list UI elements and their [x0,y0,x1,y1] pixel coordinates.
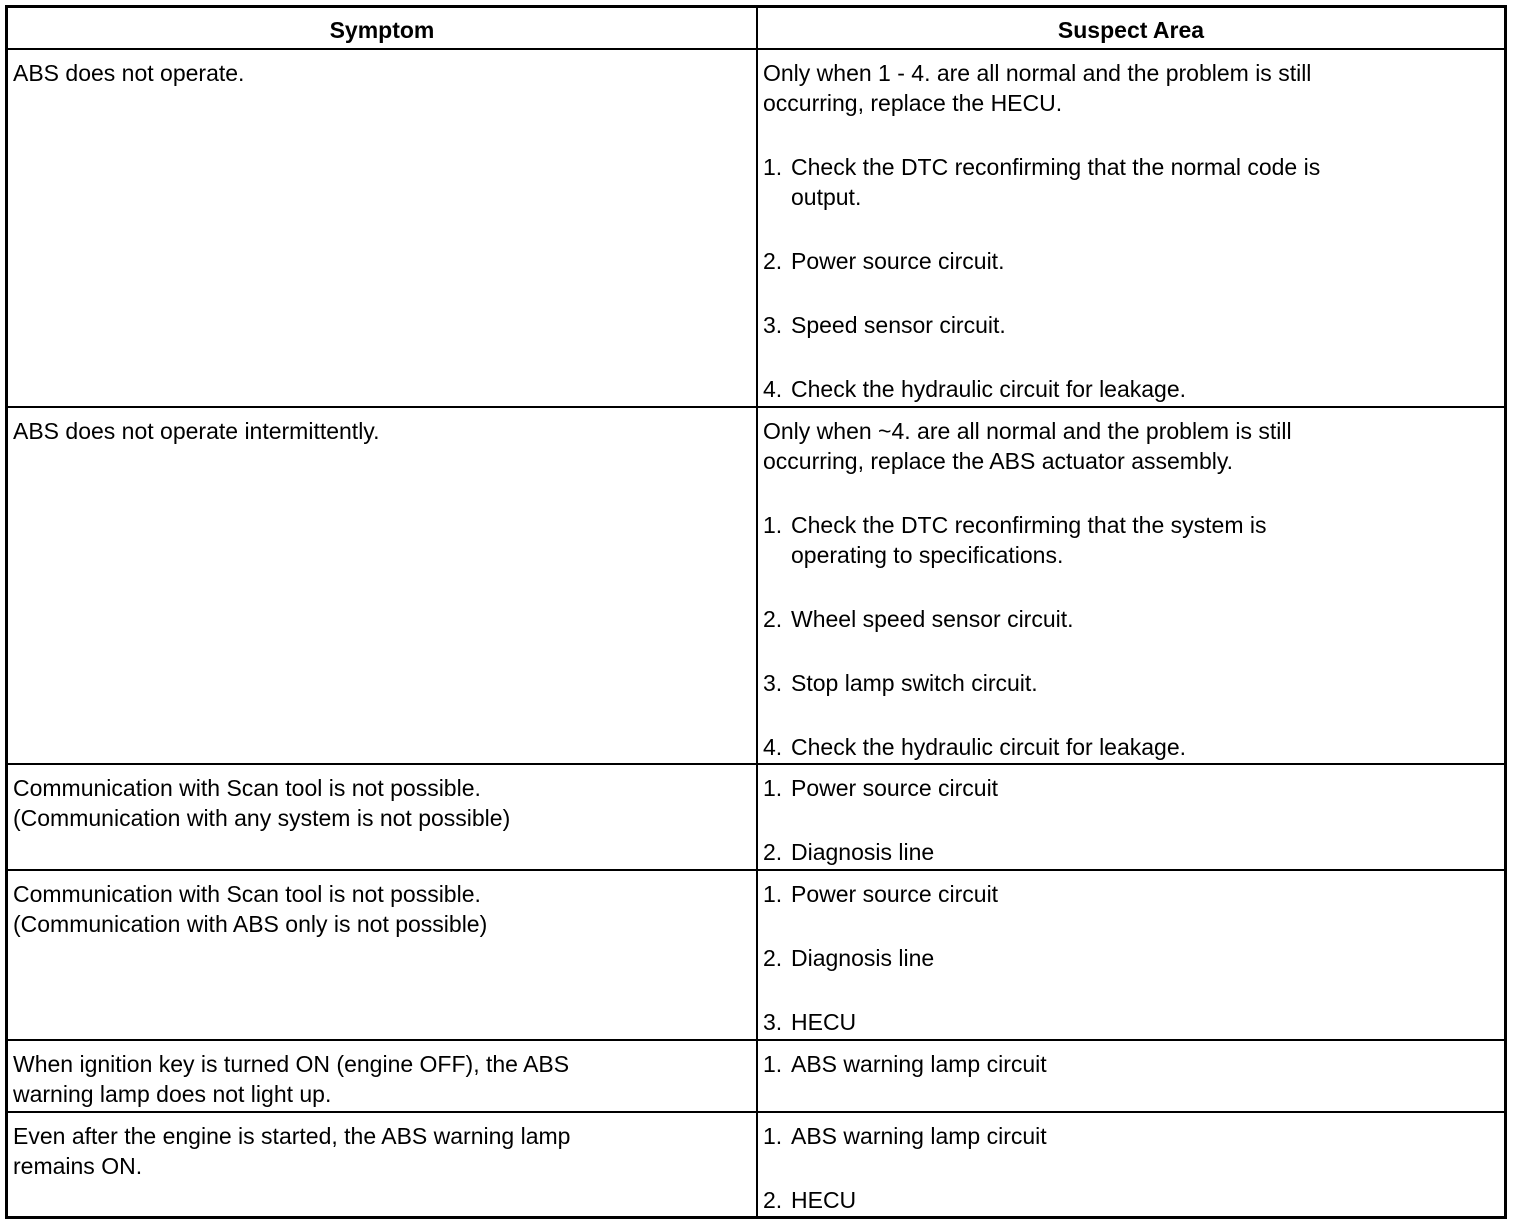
suspect-list-item [763,310,1494,340]
list-item-number: 1. [763,1123,783,1149]
symptom-text: (Communication with ABS only is not possible) [13,911,488,937]
list-item-number: 2. [763,945,783,971]
table-row [8,408,1504,765]
header-symptom: Symptom [8,8,758,48]
list-item-text: HECU [791,1187,857,1213]
symptom-cell [8,408,758,763]
symptom-cell [8,50,758,406]
suspect-list-item [763,773,1494,803]
list-item-text: ABS warning lamp circuit [791,1051,1047,1077]
table-row [8,1041,1504,1113]
suspect-list-item [763,374,1494,404]
symptom-cell [8,1041,758,1111]
symptom-text: When ignition key is turned ON (engine OFF), the ABS [13,1051,570,1077]
list-item-number: 3. [763,312,783,338]
suspect-area-cell [758,1041,1504,1111]
list-item-text: Check the hydraulic circuit for leakage. [791,376,1187,402]
suspect-intro-text: occurring, replace the ABS actuator assembly. [763,448,1234,474]
suspect-intro-text: Only when 1 - 4. are all normal and the problem is still [763,60,1312,86]
symptom-text: remains ON. [13,1153,143,1179]
suspect-list-item [763,1185,1494,1215]
suspect-area-cell [758,408,1504,763]
suspect-list-item [763,246,1494,276]
symptom-cell [8,871,758,1039]
table-row [8,1113,1504,1219]
symptom-table [5,5,1507,1219]
list-item-number: 2. [763,839,783,865]
suspect-list-item [763,943,1494,973]
list-item-text: operating to specifications. [791,542,1064,568]
suspect-list-item [763,152,1494,212]
list-item-text: Diagnosis line [791,945,935,971]
suspect-list-item [763,1121,1494,1151]
symptom-text: ABS does not operate intermittently. [13,418,380,444]
list-item-number: 1. [763,154,783,180]
list-item-text: ABS warning lamp circuit [791,1123,1047,1149]
list-item-number: 4. [763,734,783,760]
list-item-text: Check the DTC reconfirming that the system is [791,512,1267,538]
list-item-number: 1. [763,512,783,538]
list-item-text: Power source circuit [791,881,999,907]
symptom-text: ABS does not operate. [13,60,245,86]
suspect-list-item [763,1007,1494,1037]
suspect-list-item [763,732,1494,762]
list-item-text: Power source circuit [791,775,999,801]
list-item-text: Check the DTC reconfirming that the normal code is [791,154,1321,180]
list-item-number: 2. [763,606,783,632]
symptom-text: Even after the engine is started, the ABS warning lamp [13,1123,571,1149]
list-item-text: HECU [791,1009,857,1035]
table-row [8,50,1504,408]
suspect-intro-text: occurring, replace the HECU. [763,90,1063,116]
symptom-text: (Communication with any system is not possible) [13,805,511,831]
suspect-area-cell [758,871,1504,1039]
suspect-area-cell [758,765,1504,869]
suspect-list-item [763,837,1494,867]
list-item-number: 2. [763,1187,783,1213]
suspect-list-item [763,668,1494,698]
list-item-number: 1. [763,775,783,801]
symptom-text: warning lamp does not light up. [13,1081,332,1107]
header-suspect-area: Suspect Area [1057,17,1205,43]
list-item-number: 4. [763,376,783,402]
suspect-list-item [763,510,1494,570]
symptom-cell [8,1113,758,1219]
list-item-text: Wheel speed sensor circuit. [791,606,1074,632]
table-row [8,765,1504,871]
symptom-text: Communication with Scan tool is not possible. [13,881,481,907]
table-row [8,871,1504,1041]
list-item-text: Check the hydraulic circuit for leakage. [791,734,1187,760]
symptom-cell [8,765,758,869]
list-item-number: 2. [763,248,783,274]
list-item-text: output. [791,184,862,210]
table-header-row [8,8,1504,50]
list-item-text: Diagnosis line [791,839,935,865]
suspect-area-cell [758,50,1504,406]
suspect-list-item [763,879,1494,909]
suspect-list-item [763,1049,1494,1079]
suspect-area-cell [758,1113,1504,1219]
list-item-number: 1. [763,881,783,907]
list-item-number: 3. [763,1009,783,1035]
list-item-number: 1. [763,1051,783,1077]
suspect-list-item [763,604,1494,634]
symptom-text: Communication with Scan tool is not possible. [13,775,481,801]
list-item-text: Power source circuit. [791,248,1005,274]
suspect-intro-text: Only when ~4. are all normal and the problem is still [763,418,1292,444]
list-item-text: Speed sensor circuit. [791,312,1006,338]
list-item-number: 3. [763,670,783,696]
list-item-text: Stop lamp switch circuit. [791,670,1038,696]
